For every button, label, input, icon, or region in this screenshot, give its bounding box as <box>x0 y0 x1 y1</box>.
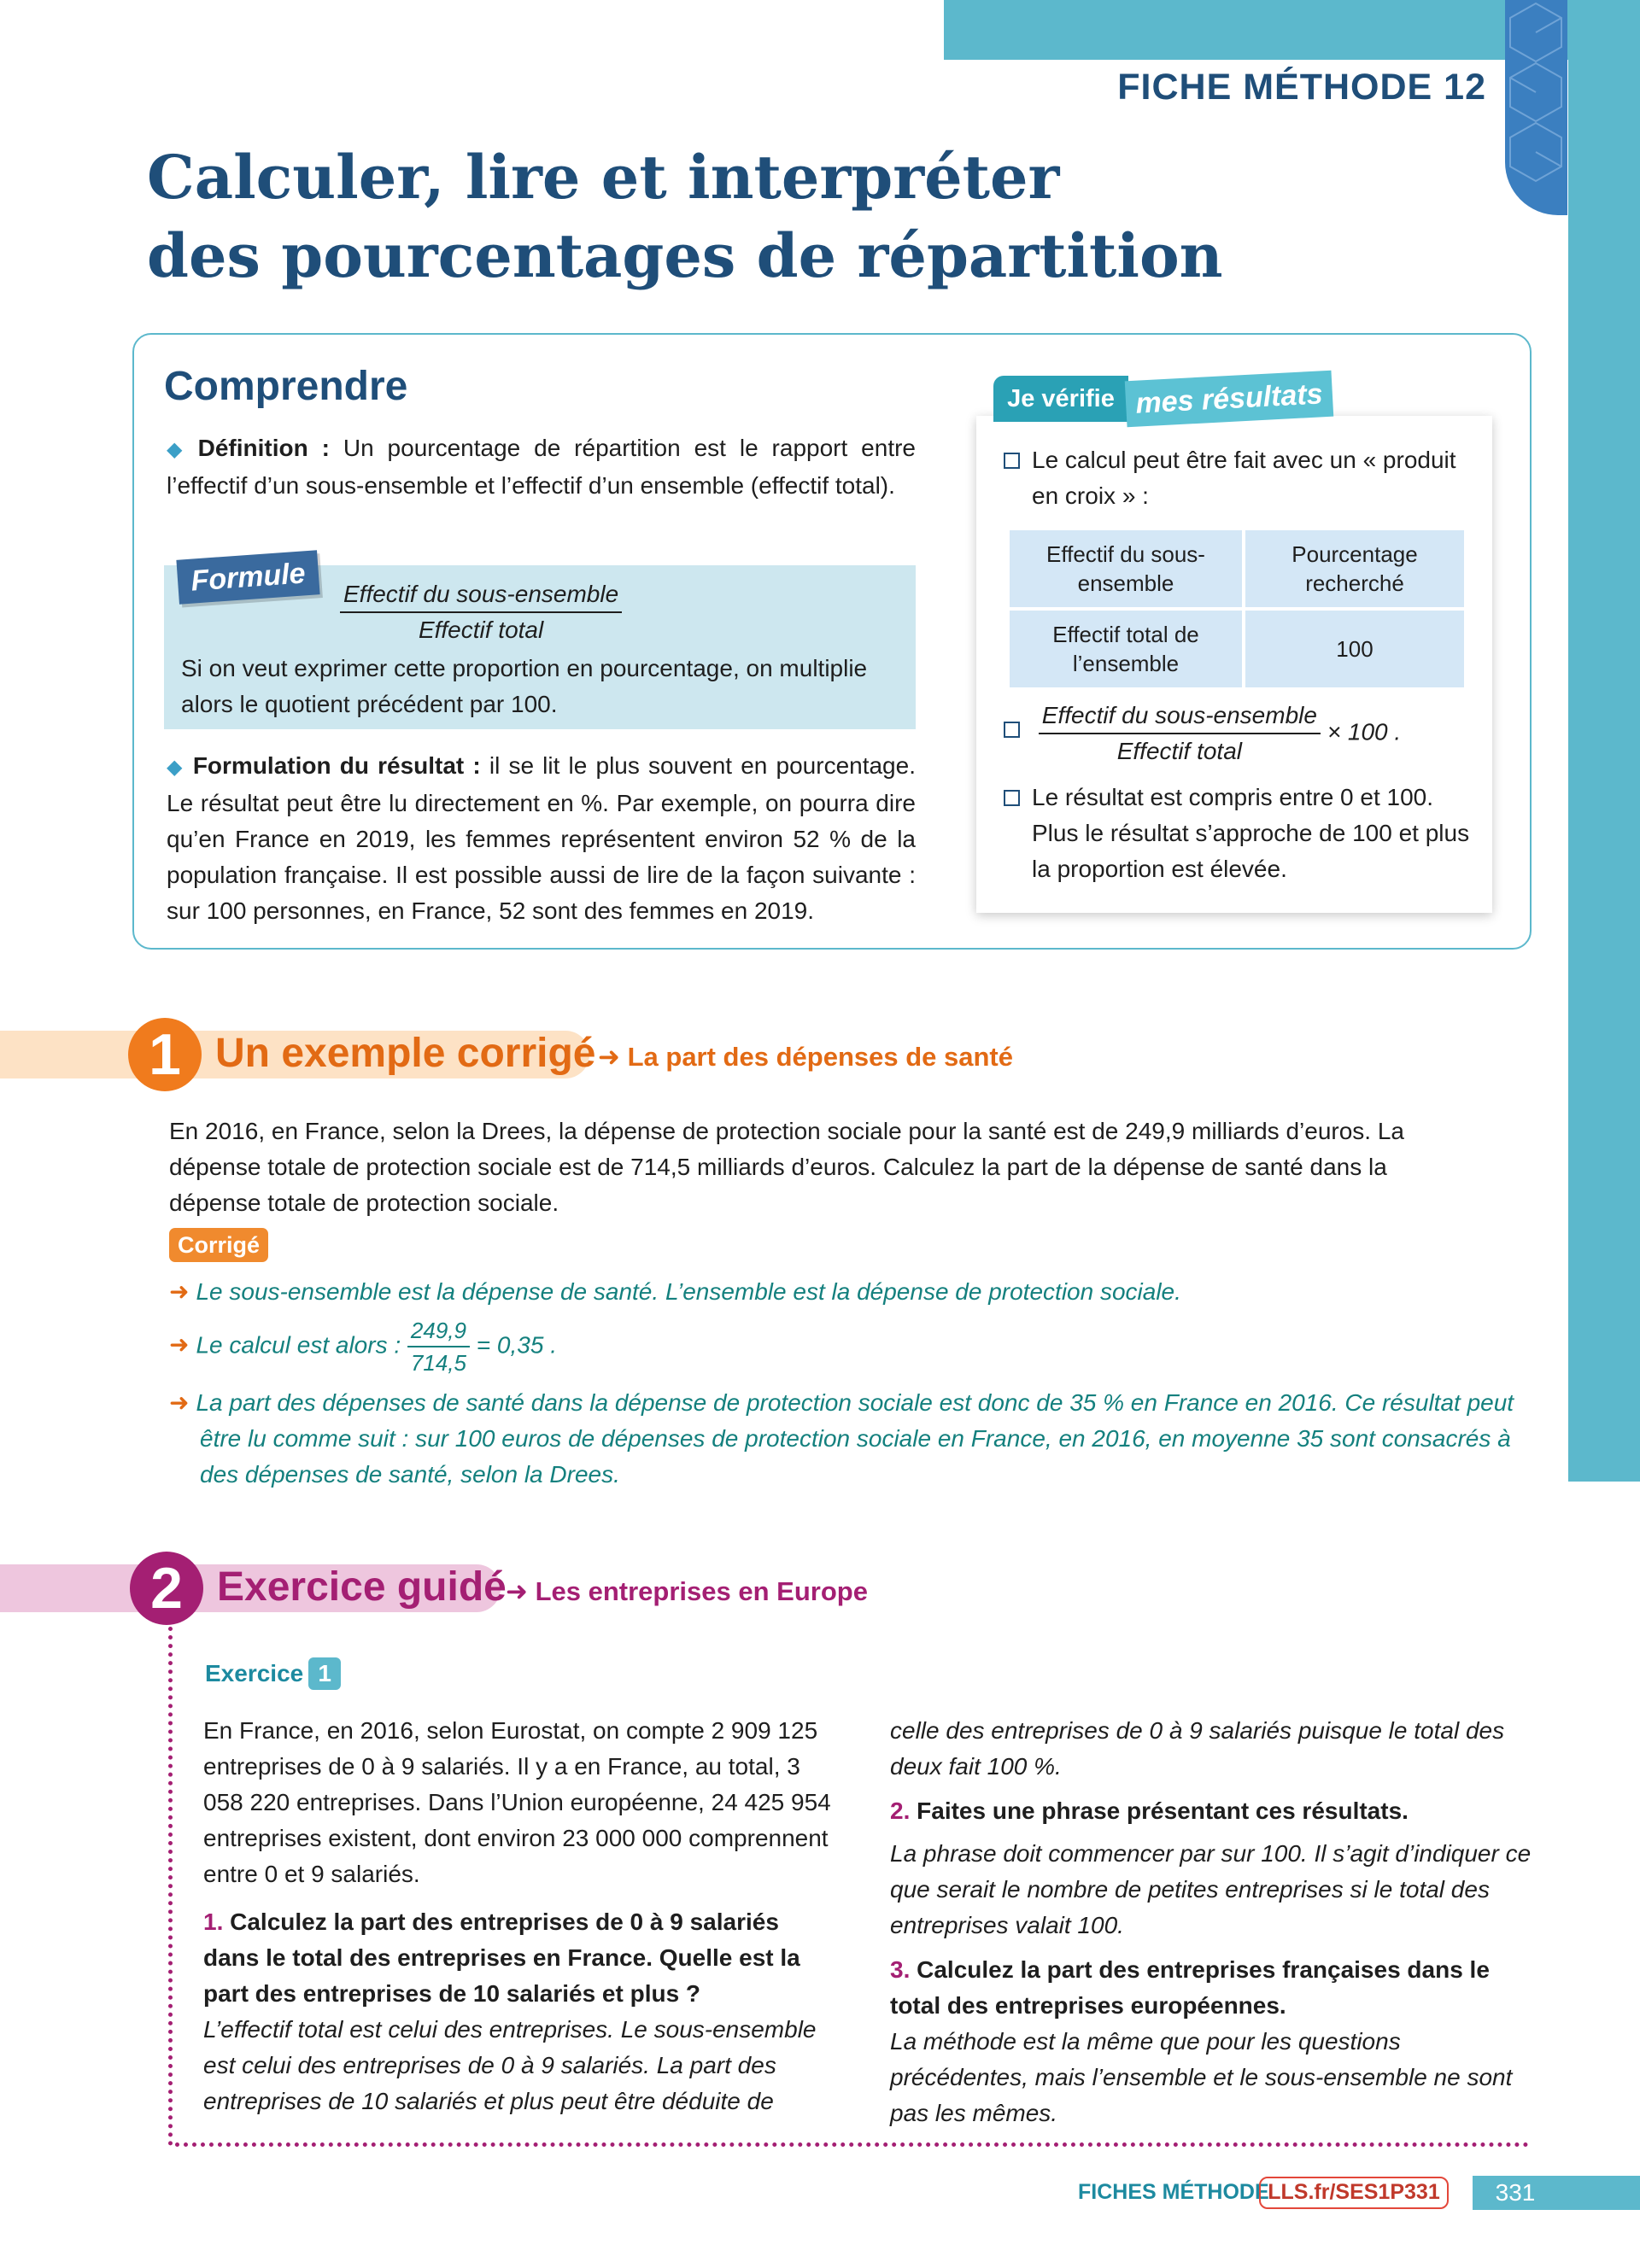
exercice-label-text: Exercice <box>205 1660 304 1686</box>
corrige-line-3 <box>169 1385 1536 1493</box>
verifie-denominator: Effectif total <box>1116 738 1243 764</box>
table-cell: Effectif du sous-ensemble <box>1010 530 1242 607</box>
section-2-number: 2 <box>130 1552 203 1625</box>
dotted-border-vertical <box>168 1627 173 2146</box>
verifie-tag: Je vérifie <box>993 376 1128 422</box>
table-cell: Pourcentage recherché <box>1245 530 1464 607</box>
question-2 <box>890 1793 1535 1829</box>
footer-link[interactable]: LLS.fr/SES1P331 <box>1259 2177 1449 2209</box>
fiche-label: FICHE MÉTHODE 12 <box>1117 67 1486 108</box>
hexagon-pattern-icon <box>1505 0 1567 215</box>
formule-numerator: Effectif du sous-ensemble <box>340 577 622 613</box>
table-cell: 100 <box>1245 611 1464 687</box>
question-3-hint: La méthode est la même que pour les questions précédentes, mais l’ensemble et le sous-ensemble ne sont pas les mêmes. <box>890 2028 1513 2126</box>
corrige-text: des dépenses de santé, selon la Drees. <box>200 1461 620 1488</box>
question-2-hint: La phrase doit commencer par sur 100. Il s’agit d’indiquer ce que serait le nombre de petites entreprises si le total des entreprises valait 100. <box>890 1840 1532 1938</box>
checkbox-icon <box>1004 790 1020 806</box>
corrige-line-1 <box>169 1274 1536 1310</box>
page-number: 331 <box>1495 2179 1536 2206</box>
question-text: Calculez la part des entreprises de 0 à 9 salariés dans le total des entreprises en France. Quelle est la part des entreprises de 10 salariés et plus ? <box>203 1909 800 2007</box>
page-title-line-1: Calculer, lire et interpréter <box>147 142 1060 213</box>
corrige-text: La part des dépenses de santé dans la dépense de protection sociale est donc de 35 % en France en 2016. Ce résultat peut <box>196 1389 1514 1416</box>
comprendre-heading: Comprendre <box>164 364 408 409</box>
exercice-right-column <box>890 1713 1535 2131</box>
definition-label: Définition : <box>197 435 330 461</box>
formule-fraction <box>340 577 622 647</box>
formule-denominator: Effectif total <box>418 617 544 643</box>
checkbox-icon <box>1004 722 1020 738</box>
question-3 <box>890 1952 1535 2024</box>
arrow-icon: ➜ <box>169 1331 190 1359</box>
page-title-line-2: des pourcentages de répartition <box>147 220 1223 291</box>
corrige-text: Le sous-ensemble est la dépense de santé. L’ensemble est la dépense de protection sociale. <box>196 1278 1181 1305</box>
section-1-subtitle: ➜ La part des dépenses de santé <box>598 1042 1013 1072</box>
exercice-number-badge: 1 <box>308 1657 341 1690</box>
definition-paragraph <box>167 430 916 504</box>
table-row <box>1010 611 1464 687</box>
dotted-border-horizontal <box>175 2142 1529 2147</box>
verifie-numerator: Effectif du sous-ensemble <box>1039 699 1321 734</box>
checkbox-icon <box>1004 453 1020 469</box>
section-2-subtitle: ➜ Les entreprises en Europe <box>506 1576 868 1606</box>
verifie-item-text: Le résultat est compris entre 0 et 100. Plus le résultat s’approche de 100 et plus la proportion est élevée. <box>1032 784 1470 882</box>
question-text: Calculez la part des entreprises françaises dans le total des entreprises européennes. <box>890 1956 1490 2019</box>
question-1 <box>203 1904 837 2012</box>
section-1-number: 1 <box>128 1018 202 1091</box>
side-band <box>1568 0 1640 1482</box>
resultat-label: Formulation du résultat : <box>192 752 481 779</box>
resultat-text: il se lit le plus souvent en pourcentage. Le résultat peut être lu directement en %. Par exemple, on pourra dire qu’en France en 2019, les femmes représentent environ 52 % de la population française. Il est possible aussi de lire de la façon suivante : sur 100 personnes, en France, 52 sont des femmes en 2019. <box>167 752 916 924</box>
resultats-tag: mes résultats <box>1125 371 1333 428</box>
question-number: 2. <box>890 1797 911 1824</box>
verifie-item-produit-croix <box>1004 442 1482 514</box>
question-1-hint-continued: celle des entreprises de 0 à 9 salariés puisque le total des deux fait 100 %. <box>890 1717 1505 1780</box>
verifie-item-text: Le calcul peut être fait avec un « produit en croix » : <box>1032 447 1456 509</box>
arrow-icon: ➜ <box>169 1389 190 1416</box>
question-number: 1. <box>203 1909 224 1935</box>
corrige-tag: Corrigé <box>169 1228 268 1262</box>
table-cell: Effectif total de l’ensemble <box>1010 611 1242 687</box>
question-1-hint: L’effectif total est celui des entreprises. Le sous-ensemble est celui des entreprises de 0 à 9 salariés. La part des entreprises de 10 salariés et plus peut être déduite de <box>203 2016 817 2114</box>
footer-label: FICHES MÉTHODE <box>1078 2180 1269 2204</box>
verifie-item-range <box>1004 780 1482 887</box>
formule-tag: Formule <box>176 550 319 604</box>
corrige-result: = 0,35 . <box>476 1331 557 1359</box>
corrige-text: être lu comme suit : sur 100 euros de dépenses de protection sociale en France, en 2016, en moyenne 35 sont consacrés à <box>200 1425 1511 1452</box>
corrige-denominator: 714,5 <box>410 1350 466 1376</box>
section-1-title: Un exemple corrigé <box>215 1031 596 1076</box>
definition-text: Un pourcentage de répartition est le rapport entre l’effectif d’un sous-ensemble et l’effectif d’un ensemble (effectif total). <box>167 435 917 499</box>
section-1-paragraph: En 2016, en France, selon la Drees, la dépense de protection sociale pour la santé est de 249,9 milliards d’euros. La dépense totale de protection sociale est de 714,5 milliards d’euros. Calculez la part de la dépense de santé dans la dépense totale de protection sociale. <box>169 1118 1404 1216</box>
corrige-numerator: 249,9 <box>407 1315 470 1347</box>
question-number: 3. <box>890 1956 911 1983</box>
verifie-multiplier: × 100 . <box>1327 718 1402 745</box>
diamond-bullet-icon: ◆ <box>167 756 184 779</box>
exercice-left-column <box>203 1713 837 2119</box>
table-row <box>1010 530 1464 607</box>
verifie-item-formula <box>1004 699 1401 769</box>
arrow-icon: ➜ <box>169 1278 190 1305</box>
page-title <box>147 138 1223 295</box>
question-text: Faites une phrase présentant ces résultats. <box>917 1797 1409 1824</box>
formule-text: Si on veut exprimer cette proportion en pourcentage, on multiplie alors le quotient précédent par 100. <box>181 655 868 717</box>
section-2-title: Exercice guidé <box>217 1564 507 1610</box>
exercice-intro: En France, en 2016, selon Eurostat, on compte 2 909 125 entreprises de 0 à 9 salariés. Il y a en France, au total, 3 058 220 entreprises. Dans l’Union européenne, 24 425 954 entreprises existent, dont environ 23 000 000 comprennent entre 0 et 9 salariés. <box>203 1717 831 1887</box>
hexagon-pattern <box>1505 0 1567 215</box>
corrige-line-2 <box>169 1315 852 1378</box>
corrige-text: Le calcul est alors : <box>196 1331 401 1359</box>
resultat-paragraph <box>167 748 916 929</box>
diamond-bullet-icon: ◆ <box>167 438 190 461</box>
exercice-label <box>205 1657 341 1690</box>
produit-croix-table <box>1006 527 1467 691</box>
